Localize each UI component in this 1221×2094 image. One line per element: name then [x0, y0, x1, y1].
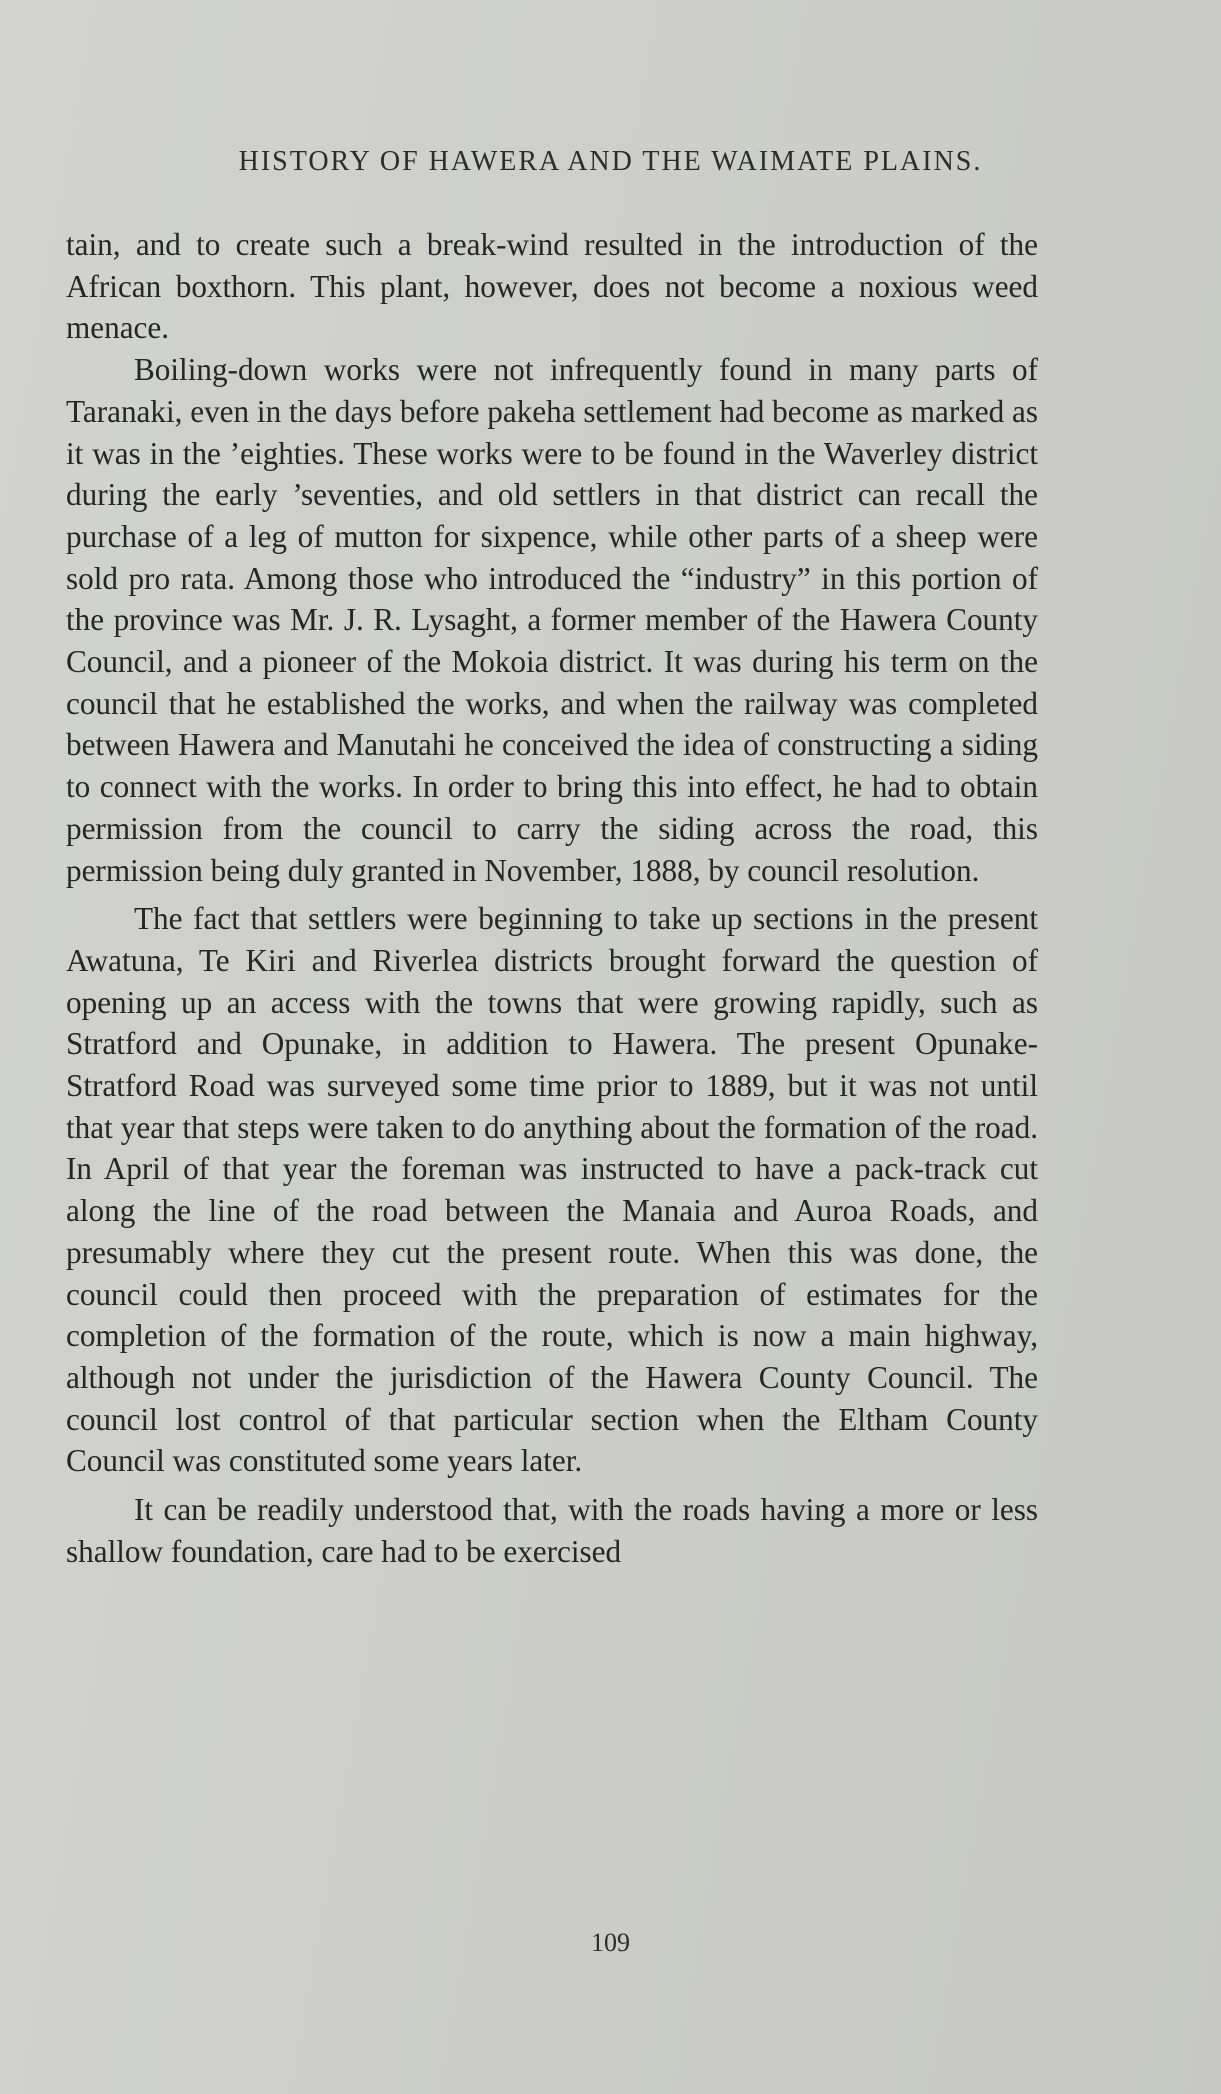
paragraph-roads-foundation: It can be readily understood that, with the roads having a more or less shallow foundation, care had to be exercised: [66, 1492, 1038, 1569]
paragraph-settlers-sections: The fact that settlers were beginning to take up sections in the present Awatuna, Te Kiri and Riverlea districts brought forward the question of opening up an access with the towns that were growing rapidly, such as Stratford and Opunake, in addition to Hawera. The present Opunake-Stratford Road was surveyed some time prior to 1889, but it was not until that year that steps were taken to do anything about the formation of the road. In April of that year the foreman was instructed to have a pack-track cut along the line of the road between the Manaia and Auroa Roads, and presumably where they cut the present route. When this was done, the council could then proceed with the preparation of estimates for the completion of the formation of the route, which is now a main highway, although not under the jurisdiction of the Hawera County Council. The council lost control of that particular section when the Eltham County Council was constituted some years later.: [66, 901, 1038, 1479]
paragraph-boiling-down-works: Boiling-down works were not infrequently found in many parts of Taranaki, even in the days before pakeha settlement had become as marked as it was in the ’eighties. These works were to be found in the Waverley district during the early ’seventies, and old settlers in that district can recall the purchase of a leg of mutton for sixpence, while other parts of a sheep were sold pro rata. Among those who introduced the “industry” in this portion of the province was Mr. J. R. Lysaght, a former member of the Hawera County Council, and a pioneer of the Mokoia district. It was during his term on the council that he established the works, and when the railway was completed between Hawera and Manutahi he conceived the idea of constructing a siding to connect with the works. In order to bring this into effect, he had to obtain permission from the council to carry the siding across the road, this permission being duly granted in November, 1888, by council resolution.: [66, 352, 1039, 888]
page-number: 109: [591, 1928, 630, 1957]
body-text: [66, 224, 1038, 1573]
paragraph-continued: tain, and to create such a break-wind resulted in the introduction of the African boxthorn. This plant, however, does not become a noxious weed menace.: [66, 227, 1038, 346]
running-head: HISTORY OF HAWERA AND THE WAIMATE PLAINS.: [238, 146, 983, 177]
